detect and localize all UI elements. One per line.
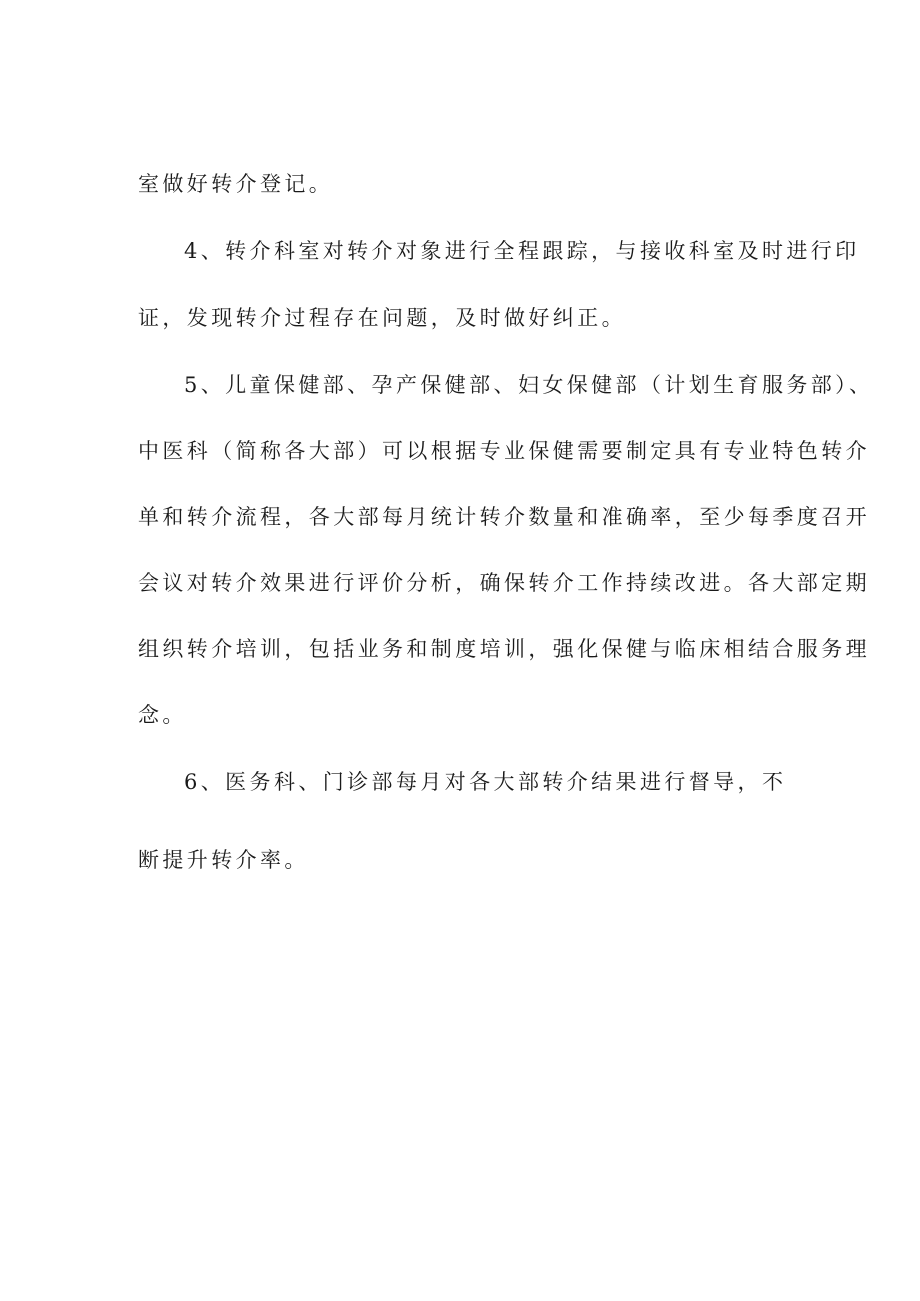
paragraph-4-line-1: 4、转介科室对转介对象进行全程跟踪，与接收科室及时进行印 <box>184 239 860 263</box>
paragraph-4-line-2: 证，发现转介过程存在问题，及时做好纠正。 <box>138 306 626 330</box>
paragraph-6-line-1: 6、医务科、门诊部每月对各大部转介结果进行督导，不 <box>184 770 787 794</box>
paragraph-5-line-2: 中医科（简称各大部）可以根据专业保健需要制定具有专业特色转介 <box>138 439 870 463</box>
paragraph-5-line-6: 念。 <box>138 703 187 727</box>
paragraph-5-line-1: 5、儿童保健部、孕产保健部、妇女保健部（计划生育服务部）、 <box>184 373 874 397</box>
paragraph-5-line-5: 组织转介培训，包括业务和制度培训，强化保健与临床相结合服务理 <box>138 637 870 661</box>
paragraph-6-line-2: 断提升转介率。 <box>138 848 309 872</box>
paragraph-5-line-3: 单和转介流程，各大部每月统计转介数量和准确率，至少每季度召开 <box>138 505 870 529</box>
paragraph-5-line-4: 会议对转介效果进行评价分析，确保转介工作持续改进。各大部定期 <box>138 571 870 595</box>
text-line-continuation: 室做好转介登记。 <box>138 172 334 196</box>
